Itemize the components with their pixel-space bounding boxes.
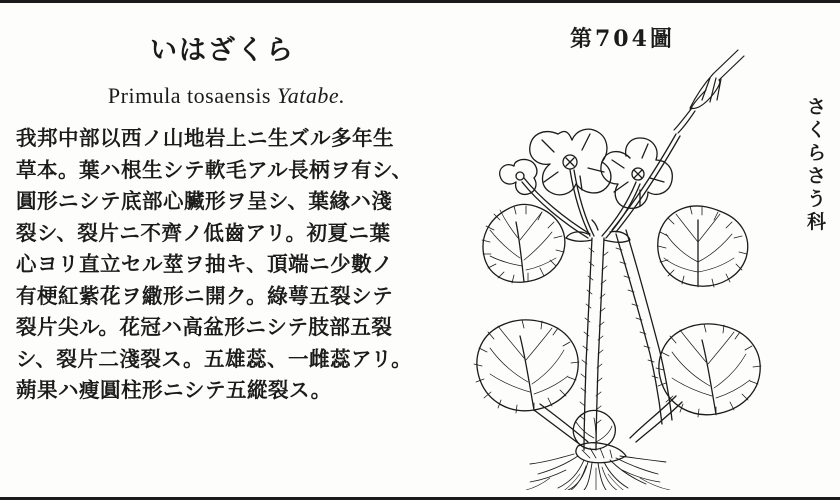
description-body xyxy=(10,123,465,407)
leaf-lower-middle xyxy=(573,410,615,450)
roots xyxy=(526,454,670,490)
bud-detail xyxy=(674,50,744,133)
secondary-scape xyxy=(616,230,672,424)
description-line: 裂シ、裂片ニ不齊ノ低齒アリ。初夏ニ葉 xyxy=(16,220,391,245)
description-line: 心ヨリ直立セル莖ヲ抽キ、頂端ニ少數ノ xyxy=(16,252,394,276)
leaf-lower-right xyxy=(630,324,761,442)
description-line: シ、裂片二淺裂ス。五雄蕊、一雌蕊アリ。 xyxy=(16,346,413,371)
page-border-top xyxy=(0,0,840,3)
latin-name xyxy=(0,83,465,109)
description-line: 我邦中部以西ノ山地岩上ニ生ズル多年生 xyxy=(16,126,394,150)
family-name-vertical xyxy=(804,96,830,234)
plant-illustration xyxy=(470,30,800,490)
description-line: 圓形ニシテ底部心臟形ヲ呈シ、葉緣ハ淺 xyxy=(16,189,393,213)
latin-binomial: Primula tosaensis xyxy=(107,83,271,108)
latin-author: Yatabe. xyxy=(277,83,346,108)
primula-line-drawing-icon xyxy=(470,30,800,490)
description-line: 蒴果ハ瘦圓柱形ニシテ五縱裂ス。 xyxy=(16,378,332,402)
family-name-char: 科 xyxy=(806,211,827,233)
description-line: 有梗紅紫花ヲ繖形ニ開ク。綠萼五裂シテ xyxy=(16,283,394,308)
family-name-char: さ xyxy=(806,165,827,187)
leaf-upper-right xyxy=(658,206,748,287)
flower-upper-left xyxy=(530,129,611,195)
leaf-upper-left xyxy=(482,204,565,283)
text-column xyxy=(10,14,465,484)
involucre-bracts xyxy=(566,220,630,242)
family-name-char: さ xyxy=(806,96,827,118)
flower-small-left xyxy=(500,159,537,194)
description-line: 草本。葉ハ根生シテ軟毛アル長柄ヲ有シ、 xyxy=(16,157,413,182)
japanese-title: いはざくら xyxy=(150,35,295,66)
leaf-lower-left xyxy=(474,320,588,446)
figure-number: 第704圖 xyxy=(570,26,675,52)
family-name-char: ら xyxy=(806,142,827,164)
description-line: 裂片尖ル。花冠ハ高盆形ニシテ肢部五裂 xyxy=(16,315,393,339)
family-name-char: く xyxy=(806,119,827,141)
family-name-char: う xyxy=(806,188,827,210)
